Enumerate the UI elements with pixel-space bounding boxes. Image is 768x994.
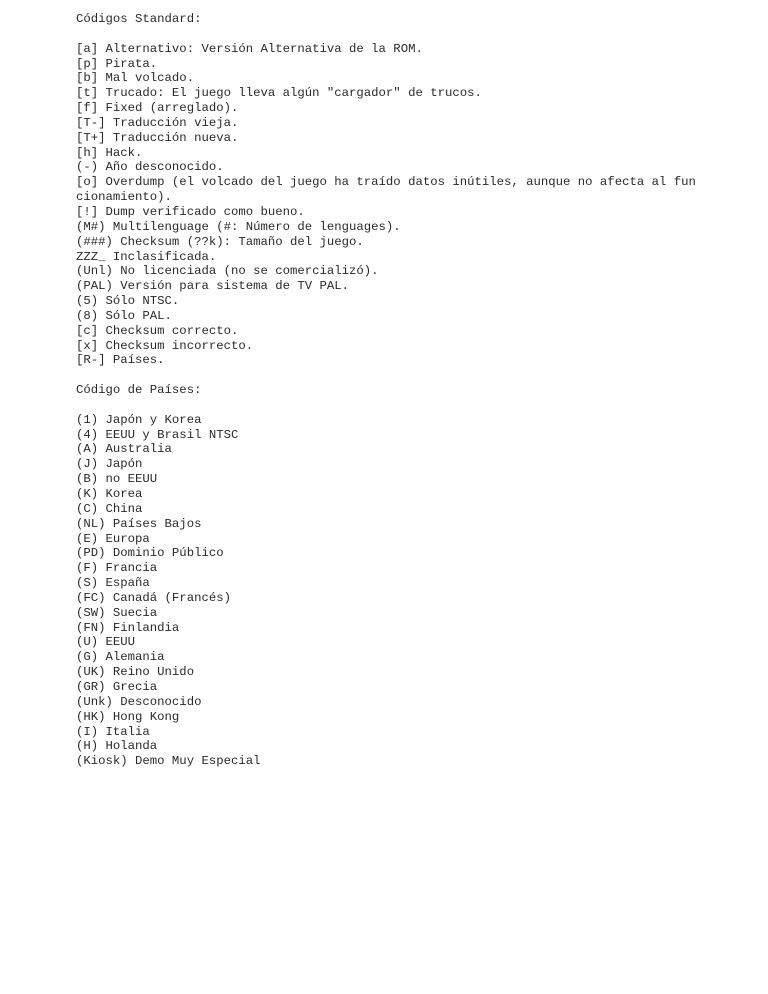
standard-code-line: [a] Alternativo: Versión Alternativa de la ROM. [76, 41, 423, 56]
country-code-line: (I) Italia [76, 724, 150, 739]
standard-code-line: [o] Overdump (el volcado del juego ha traído datos inútiles, aunque no afecta al fun [76, 175, 696, 190]
spacer [76, 368, 716, 383]
country-code-line: (FN) Finlandia [76, 620, 180, 635]
country-code-line: (PD) Dominio Público [76, 546, 224, 561]
country-code-line: (SW) Suecia [76, 605, 158, 620]
country-code-line: (U) EEUU [76, 635, 136, 650]
standard-code-line: [T-] Traducción vieja. [76, 115, 239, 130]
spacer [76, 398, 716, 413]
standard-code-line: cionamiento). [76, 190, 172, 205]
country-code-line: (K) Korea [76, 487, 143, 501]
standard-code-line: (8) Sólo PAL. [76, 308, 172, 323]
standard-code-line: [x] Checksum incorrecto. [76, 338, 254, 353]
standard-code-line: (5) Sólo NTSC. [76, 294, 180, 309]
country-code-line: (B) no EEUU [76, 472, 158, 487]
standard-code-line: [c] Checksum correcto. [76, 323, 239, 338]
country-code-line: (Unk) Desconocido [76, 694, 202, 709]
country-code-line: (G) Alemania [76, 650, 165, 665]
standard-code-line: ZZZ_ Inclasificada. [76, 249, 217, 264]
standard-code-line: [t] Trucado: El juego lleva algún "cargador" de trucos. [76, 86, 482, 101]
standard-code-line: [p] Pirata. [76, 56, 158, 71]
standard-code-line: (PAL) Versión para sistema de TV PAL. [76, 279, 350, 294]
country-code-line: (NL) Países Bajos [76, 516, 202, 531]
standard-code-line: (M#) Multilenguage (#: Número de lenguages). [76, 219, 401, 234]
country-code-line: (S) España [76, 576, 150, 591]
country-code-line: (E) Europa [76, 531, 150, 546]
standard-codes-heading: Códigos Standard: [76, 12, 202, 26]
standard-code-line: [T+] Traducción nueva. [76, 130, 239, 145]
standard-code-line: [b] Mal volcado. [76, 71, 195, 86]
standard-code-line: (Unl) No licenciada (no se comercializó). [76, 264, 379, 279]
country-code-line: (F) Francia [76, 561, 158, 576]
standard-code-line: (###) Checksum (??k): Tamaño del juego. [76, 234, 364, 249]
country-code-line: (UK) Reino Unido [76, 665, 195, 680]
country-code-line: (H) Holanda [76, 739, 158, 754]
country-code-line: (FC) Canadá (Francés) [76, 590, 231, 605]
spacer [76, 27, 716, 42]
standard-code-line: [f] Fixed (arreglado). [76, 101, 239, 116]
country-code-line: (C) China [76, 501, 143, 516]
country-code-line: (GR) Grecia [76, 679, 158, 694]
document-page [76, 12, 716, 769]
standard-codes-list [76, 42, 716, 369]
country-code-line: (1) Japón y Korea [76, 412, 202, 427]
country-codes-list [76, 413, 716, 769]
standard-code-line: [R-] Países. [76, 353, 165, 368]
country-code-line: (J) Japón [76, 457, 143, 472]
country-codes-heading: Código de Países: [76, 383, 202, 398]
country-code-line: (Kiosk) Demo Muy Especial [76, 754, 261, 769]
country-code-line: (HK) Hong Kong [76, 709, 180, 724]
country-code-line: (4) EEUU y Brasil NTSC [76, 427, 239, 442]
country-code-line: (A) Australia [76, 442, 172, 457]
standard-code-line: [!] Dump verificado como bueno. [76, 204, 305, 219]
standard-code-line: [h] Hack. [76, 145, 143, 160]
standard-code-line: (-) Año desconocido. [76, 160, 224, 175]
